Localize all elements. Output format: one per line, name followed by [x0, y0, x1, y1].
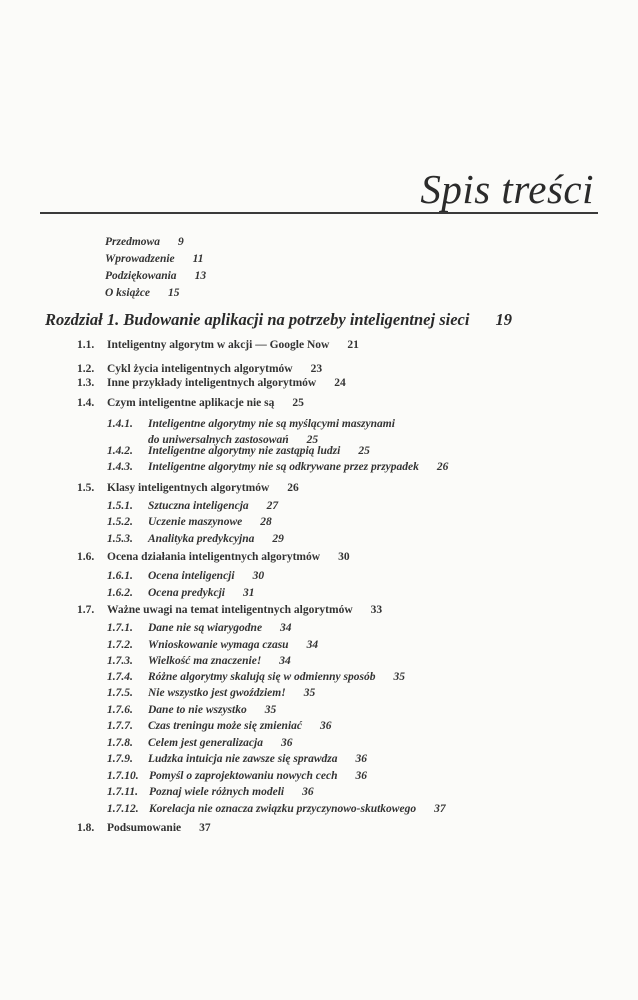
section-title-text: Analityka predykcyjna	[148, 533, 255, 545]
toc-chapter-entry[interactable]	[45, 312, 512, 329]
toc-front-entry[interactable]	[105, 237, 184, 249]
section-number: 1.7.7.	[107, 720, 133, 732]
section-title-text: Dane to nie wszystko	[148, 704, 247, 716]
section-title	[148, 754, 367, 766]
toc-entry[interactable]	[0, 571, 638, 587]
section-number: 1.4.1.	[107, 418, 133, 430]
section-number: 1.7.5.	[107, 687, 133, 699]
page-number: 34	[279, 655, 291, 667]
toc-front-entry[interactable]	[105, 288, 180, 300]
section-number: 1.7.11.	[107, 786, 138, 798]
section-title-text: Korelacja nie oznacza związku przyczynowo-skutkowego	[149, 803, 417, 815]
section-title	[107, 605, 382, 617]
section-title-text: Celem jest generalizacja	[148, 737, 263, 749]
section-title	[148, 721, 332, 733]
section-title	[148, 688, 315, 700]
section-title	[107, 552, 350, 564]
section-title	[148, 672, 405, 684]
page-number: 28	[260, 516, 272, 528]
toc-entry[interactable]	[0, 552, 638, 568]
section-title-text: Różne algorytmy skalują się w odmienny sposób	[148, 671, 376, 683]
toc-entry[interactable]	[0, 462, 638, 478]
page-number: 25	[292, 397, 304, 409]
section-title-text: Wielkość ma znaczenie!	[148, 655, 262, 667]
toc-entry[interactable]	[0, 588, 638, 604]
section-title	[148, 656, 291, 668]
section-number: 1.7.4.	[107, 671, 133, 683]
toc-entry[interactable]	[0, 501, 638, 517]
toc-front-entry[interactable]	[105, 271, 206, 283]
section-title-text: Czym inteligentne aplikacje nie są	[107, 397, 275, 409]
toc-entry[interactable]	[0, 754, 638, 770]
entry-title: O książce	[105, 287, 151, 299]
chapter-title: Rozdział 1. Budowanie aplikacji na potrzeby inteligentnej sieci	[45, 310, 470, 329]
section-title-text: Wnioskowanie wymaga czasu	[148, 639, 289, 651]
page-number: 13	[194, 270, 207, 282]
section-title-text: Inteligentne algorytmy nie są odkrywane przez przypadek	[148, 461, 419, 473]
section-title-text: Inne przykłady inteligentnych algorytmów	[107, 377, 317, 389]
section-number: 1.1.	[77, 339, 95, 351]
page-number: 27	[266, 500, 279, 512]
section-title	[148, 517, 272, 529]
section-number: 1.5.1.	[107, 500, 133, 512]
section-title	[149, 787, 314, 799]
toc-entry[interactable]	[0, 398, 638, 414]
section-title	[148, 705, 276, 717]
section-title-text: Inteligentny algorytm w akcji — Google Now	[107, 339, 330, 351]
section-title-text: Ważne uwagi na temat inteligentnych algorytmów	[107, 604, 353, 616]
section-number: 1.7.6.	[107, 704, 133, 716]
section-title	[148, 419, 395, 446]
section-title	[149, 771, 367, 783]
section-title-text: Ocena predykcji	[148, 587, 225, 599]
section-title	[149, 804, 446, 816]
section-number: 1.7.	[77, 604, 95, 616]
section-title	[148, 446, 370, 458]
page-number: 35	[393, 671, 405, 683]
page-number: 29	[272, 533, 284, 545]
section-number: 1.4.3.	[107, 461, 133, 473]
section-title	[148, 501, 278, 513]
page-title: Spis treści	[420, 166, 594, 212]
section-number: 1.7.2.	[107, 639, 133, 651]
toc-entry[interactable]	[0, 446, 638, 462]
section-title	[107, 398, 304, 410]
toc-entry[interactable]	[0, 656, 638, 672]
toc-entry[interactable]	[0, 738, 638, 754]
section-title	[148, 623, 292, 635]
section-title-line: Inteligentne algorytmy nie są myślącymi maszynami	[148, 418, 395, 430]
page-number: 30	[252, 570, 265, 582]
section-title	[148, 738, 292, 750]
section-title-text: Cykl życia inteligentnych algorytmów	[107, 363, 293, 375]
entry-title: Przedmowa	[105, 236, 160, 248]
page-number: 37	[434, 803, 446, 815]
section-title-text: Podsumowanie	[107, 822, 182, 834]
section-title	[148, 588, 254, 600]
toc-entry[interactable]	[0, 605, 638, 621]
toc-entry[interactable]	[0, 418, 638, 446]
section-number: 1.7.3.	[107, 655, 133, 667]
section-title-text: Pomyśl o zaprojektowaniu nowych cech	[149, 770, 338, 782]
section-number: 1.5.	[77, 482, 95, 494]
section-title-text: Ludzka intuicja nie zawsze się sprawdza	[148, 753, 338, 765]
page-number: 33	[370, 604, 383, 616]
section-title	[107, 340, 359, 352]
toc-entry[interactable]	[0, 640, 638, 656]
section-title-text: Uczenie maszynowe	[148, 516, 243, 528]
toc-entry[interactable]	[0, 705, 638, 721]
entry-title: Wprowadzenie	[105, 253, 175, 265]
page-number: 21	[347, 339, 359, 351]
section-number: 1.6.	[77, 551, 95, 563]
section-title-text: Ocena działania inteligentnych algorytmów	[107, 551, 321, 563]
section-title-text: Ocena inteligencji	[148, 570, 235, 582]
section-title-text: Sztuczna inteligencja	[148, 500, 249, 512]
section-number: 1.7.9.	[107, 753, 133, 765]
page-number: 25	[306, 433, 319, 446]
toc-entry[interactable]	[0, 517, 638, 533]
section-number: 1.4.2.	[107, 445, 133, 457]
page-number: 35	[303, 687, 316, 699]
toc-entry[interactable]	[0, 623, 638, 639]
section-title	[107, 364, 322, 376]
section-title-text: Klasy inteligentnych algorytmów	[107, 482, 270, 494]
page-number: 31	[242, 587, 255, 599]
page-number: 24	[334, 377, 346, 389]
page-number: 36	[280, 737, 293, 749]
section-number: 1.8.	[77, 822, 95, 834]
page-number: 37	[199, 822, 211, 834]
section-title	[107, 483, 299, 495]
toc-entry[interactable]	[0, 672, 638, 688]
page-number: 26	[436, 461, 449, 473]
page-number: 36	[355, 753, 367, 765]
page-number: 34	[280, 622, 292, 634]
section-number: 1.5.3.	[107, 533, 133, 545]
section-number: 1.7.8.	[107, 737, 133, 749]
section-title	[107, 378, 346, 390]
section-number: 1.6.2.	[107, 587, 133, 599]
entry-title: Podziękowania	[105, 270, 177, 282]
page-number: 34	[306, 639, 319, 651]
page-number: 30	[338, 551, 350, 563]
section-number: 1.7.1.	[107, 622, 133, 634]
toc-entry[interactable]	[0, 804, 638, 820]
section-number: 1.5.2.	[107, 516, 133, 528]
page-number: 15	[168, 287, 180, 299]
toc-entry[interactable]	[0, 378, 638, 394]
toc-entry[interactable]	[0, 787, 638, 803]
page-number: 35	[264, 704, 277, 716]
section-number: 1.2.	[77, 363, 95, 375]
toc-entry[interactable]	[0, 823, 638, 839]
section-title-text: Nie wszystko jest gwoździem!	[148, 687, 286, 699]
section-number: 1.4.	[77, 397, 95, 409]
section-title-text: Dane nie są wiarygodne	[148, 622, 263, 634]
toc-entry[interactable]	[0, 534, 638, 550]
section-title-text: Inteligentne algorytmy nie zastąpią ludzi	[148, 445, 341, 457]
page-number: 36	[320, 720, 332, 732]
section-title	[148, 640, 318, 652]
page-number: 19	[495, 310, 512, 329]
toc-front-entry[interactable]	[105, 254, 204, 266]
page-number: 23	[310, 363, 323, 375]
toc-entry[interactable]	[0, 771, 638, 787]
toc-entry[interactable]	[0, 483, 638, 499]
page-number: 26	[287, 482, 299, 494]
page-number: 9	[177, 236, 184, 248]
page-number: 36	[302, 786, 314, 798]
section-title	[148, 571, 264, 583]
section-title-text: Czas treningu może się zmieniać	[148, 720, 302, 732]
toc-entry[interactable]	[0, 688, 638, 704]
section-number: 1.7.12.	[107, 803, 139, 815]
title-rule	[40, 212, 598, 214]
page-number: 36	[355, 770, 367, 782]
section-title-text: Poznaj wiele różnych modeli	[149, 786, 285, 798]
page-number: 11	[192, 253, 204, 265]
toc-entry[interactable]	[0, 340, 638, 356]
section-title	[107, 823, 211, 835]
page-number: 25	[358, 445, 370, 457]
section-title	[148, 534, 284, 546]
toc-entry[interactable]	[0, 721, 638, 737]
section-number: 1.3.	[77, 377, 95, 389]
section-title-line: do uniwersalnych zastosowań	[148, 433, 289, 446]
section-number: 1.6.1.	[107, 570, 133, 582]
section-title	[148, 462, 448, 474]
section-number: 1.7.10.	[107, 770, 139, 782]
